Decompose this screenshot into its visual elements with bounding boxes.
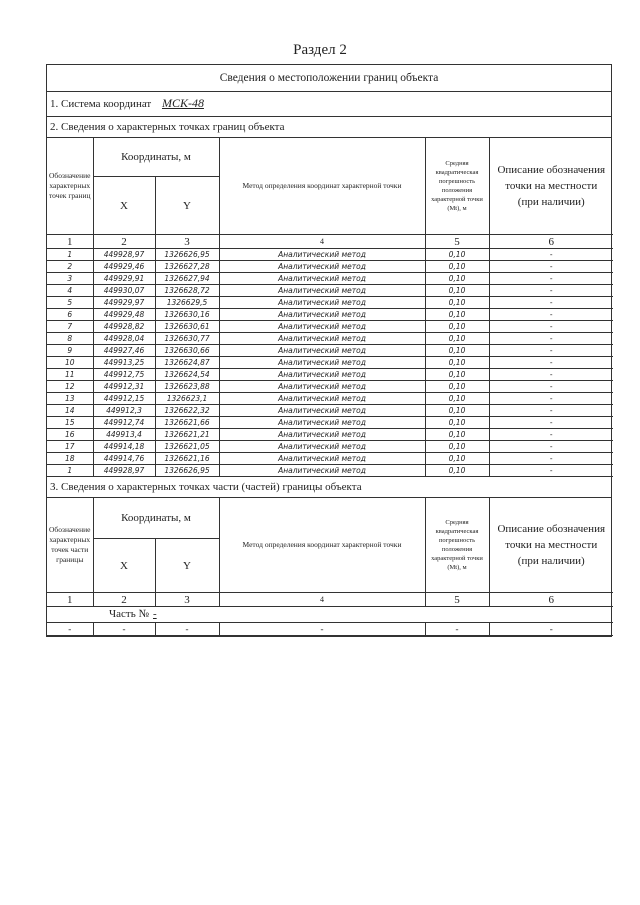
index-cell: 3 — [155, 593, 219, 607]
col-y-header-part: Y — [155, 539, 219, 593]
index-cell: 5 — [425, 593, 489, 607]
table-row — [47, 345, 613, 357]
coord-y: 1326624,54 — [155, 369, 219, 381]
boundary-form — [46, 64, 612, 637]
col-desc-header: Описание обозначения точки на местности (при наличии) — [489, 138, 613, 235]
coord-x: 449912,3 — [93, 405, 155, 417]
table-row — [47, 381, 613, 393]
point-id: 7 — [47, 321, 93, 333]
method: Аналитический метод — [219, 369, 425, 381]
table-row — [47, 321, 613, 333]
boundary-points-table — [47, 138, 613, 477]
index-cell: 2 — [93, 235, 155, 249]
part-number: - — [152, 608, 157, 620]
coord-x: 449929,91 — [93, 273, 155, 285]
table-row — [47, 429, 613, 441]
method: Аналитический метод — [219, 309, 425, 321]
coord-y: 1326630,66 — [155, 345, 219, 357]
table-row — [47, 441, 613, 453]
rms-error: 0,10 — [425, 273, 489, 285]
rms-error: 0,10 — [425, 369, 489, 381]
table-row — [47, 261, 613, 273]
coord-y: 1326621,66 — [155, 417, 219, 429]
table-row — [47, 285, 613, 297]
description: - — [489, 285, 613, 297]
part-label: Часть № — [109, 608, 149, 620]
rms-error: 0,10 — [425, 249, 489, 261]
coord-x: 449912,31 — [93, 381, 155, 393]
point-id: 1 — [47, 465, 93, 477]
index-cell: 4 — [219, 593, 425, 607]
coord-y: 1326624,87 — [155, 357, 219, 369]
dash-cell: - — [489, 623, 613, 636]
table-row — [47, 369, 613, 381]
description: - — [489, 465, 613, 477]
method: Аналитический метод — [219, 393, 425, 405]
method: Аналитический метод — [219, 273, 425, 285]
description: - — [489, 321, 613, 333]
table-row — [47, 393, 613, 405]
point-id: 4 — [47, 285, 93, 297]
coord-y: 1326629,5 — [155, 297, 219, 309]
coord-y: 1326630,61 — [155, 321, 219, 333]
coord-x: 449929,97 — [93, 297, 155, 309]
table-row — [47, 417, 613, 429]
description: - — [489, 417, 613, 429]
index-cell: 1 — [47, 593, 93, 607]
point-id: 8 — [47, 333, 93, 345]
coord-x: 449927,46 — [93, 345, 155, 357]
coord-y: 1326622,32 — [155, 405, 219, 417]
table-row — [47, 465, 613, 477]
coordinate-system-label: 1. Система координат — [50, 98, 152, 110]
description: - — [489, 429, 613, 441]
method: Аналитический метод — [219, 453, 425, 465]
part-label-row — [47, 607, 613, 623]
rms-error: 0,10 — [425, 333, 489, 345]
coord-x: 449913,4 — [93, 429, 155, 441]
col-x-header-part: X — [93, 539, 155, 593]
section-2-title: 2. Сведения о характерных точках границ объекта — [47, 117, 611, 138]
rms-error: 0,10 — [425, 453, 489, 465]
rms-error: 0,10 — [425, 321, 489, 333]
method: Аналитический метод — [219, 465, 425, 477]
index-cell: 6 — [489, 593, 613, 607]
dash-cell: - — [219, 623, 425, 636]
rms-error: 0,10 — [425, 405, 489, 417]
coordinate-system-row — [47, 92, 611, 117]
coord-y: 1326630,16 — [155, 309, 219, 321]
coord-x: 449928,04 — [93, 333, 155, 345]
col-y-header: Y — [155, 177, 219, 235]
method: Аналитический метод — [219, 381, 425, 393]
point-id: 9 — [47, 345, 93, 357]
point-id: 3 — [47, 273, 93, 285]
coord-x: 449928,82 — [93, 321, 155, 333]
col-point-header: Обозначение характерных точек границ — [47, 138, 93, 235]
rms-error: 0,10 — [425, 285, 489, 297]
part-points-table — [47, 498, 613, 636]
rms-error: 0,10 — [425, 381, 489, 393]
coord-x: 449914,76 — [93, 453, 155, 465]
table-row — [47, 297, 613, 309]
coord-y: 1326623,88 — [155, 381, 219, 393]
description: - — [489, 297, 613, 309]
section-3-title: 3. Сведения о характерных точках части (частей) границы объекта — [47, 477, 611, 498]
rms-error: 0,10 — [425, 357, 489, 369]
rms-error: 0,10 — [425, 465, 489, 477]
index-cell: 6 — [489, 235, 613, 249]
method: Аналитический метод — [219, 261, 425, 273]
description: - — [489, 261, 613, 273]
method: Аналитический метод — [219, 297, 425, 309]
coord-x: 449930,07 — [93, 285, 155, 297]
part-label-cell — [47, 607, 613, 623]
coord-y: 1326623,1 — [155, 393, 219, 405]
coord-x: 449913,25 — [93, 357, 155, 369]
table-row — [47, 273, 613, 285]
point-id: 12 — [47, 381, 93, 393]
method: Аналитический метод — [219, 357, 425, 369]
column-index-row — [47, 235, 613, 249]
coord-x: 449928,97 — [93, 465, 155, 477]
col-desc-header-part: Описание обозначения точки на местности (при наличии) — [489, 498, 613, 593]
column-index-row-part — [47, 593, 613, 607]
method: Аналитический метод — [219, 417, 425, 429]
description: - — [489, 369, 613, 381]
form-header: Сведения о местоположении границ объекта — [47, 65, 611, 92]
point-id: 15 — [47, 417, 93, 429]
point-id: 13 — [47, 393, 93, 405]
coord-y: 1326627,94 — [155, 273, 219, 285]
point-id: 2 — [47, 261, 93, 273]
rms-error: 0,10 — [425, 417, 489, 429]
description: - — [489, 309, 613, 321]
coord-x: 449929,46 — [93, 261, 155, 273]
description: - — [489, 441, 613, 453]
point-id: 16 — [47, 429, 93, 441]
coord-x: 449912,15 — [93, 393, 155, 405]
rms-error: 0,10 — [425, 261, 489, 273]
col-coords-header-part: Координаты, м — [93, 498, 219, 539]
points-body — [47, 249, 613, 477]
point-id: 11 — [47, 369, 93, 381]
rms-error: 0,10 — [425, 297, 489, 309]
method: Аналитический метод — [219, 333, 425, 345]
col-method-header: Метод определения координат характерной точки — [219, 138, 425, 235]
rms-error: 0,10 — [425, 429, 489, 441]
col-point-header-part: Обозначение характерных точек части границы — [47, 498, 93, 593]
coord-x: 449929,48 — [93, 309, 155, 321]
description: - — [489, 249, 613, 261]
method: Аналитический метод — [219, 345, 425, 357]
rms-error: 0,10 — [425, 345, 489, 357]
table-row — [47, 453, 613, 465]
coord-y: 1326627,28 — [155, 261, 219, 273]
table-row — [47, 309, 613, 321]
description: - — [489, 405, 613, 417]
dash-cell: - — [93, 623, 155, 636]
coordinate-system-value: МСК-48 — [161, 96, 204, 110]
index-cell: 2 — [93, 593, 155, 607]
col-rms-header: Средняя квадратическая погрешность положения характерной точки (Mt), м — [425, 138, 489, 235]
index-cell: 5 — [425, 235, 489, 249]
coord-y: 1326628,72 — [155, 285, 219, 297]
description: - — [489, 273, 613, 285]
coord-x: 449912,74 — [93, 417, 155, 429]
point-id: 14 — [47, 405, 93, 417]
point-id: 18 — [47, 453, 93, 465]
description: - — [489, 381, 613, 393]
rms-error: 0,10 — [425, 309, 489, 321]
part-empty-row — [47, 623, 613, 636]
method: Аналитический метод — [219, 429, 425, 441]
index-cell: 3 — [155, 235, 219, 249]
coord-x: 449928,97 — [93, 249, 155, 261]
coord-y: 1326626,95 — [155, 465, 219, 477]
table-row — [47, 333, 613, 345]
col-coords-header: Координаты, м — [93, 138, 219, 177]
method: Аналитический метод — [219, 249, 425, 261]
description: - — [489, 345, 613, 357]
description: - — [489, 357, 613, 369]
dash-cell: - — [47, 623, 93, 636]
coord-y: 1326621,21 — [155, 429, 219, 441]
coord-y: 1326630,77 — [155, 333, 219, 345]
dash-cell: - — [425, 623, 489, 636]
coord-y: 1326621,05 — [155, 441, 219, 453]
table-row — [47, 357, 613, 369]
coord-x: 449914,18 — [93, 441, 155, 453]
table-row — [47, 249, 613, 261]
description: - — [489, 333, 613, 345]
point-id: 10 — [47, 357, 93, 369]
index-cell: 4 — [219, 235, 425, 249]
dash-cell: - — [155, 623, 219, 636]
col-method-header-part: Метод определения координат характерной точки — [219, 498, 425, 593]
point-id: 17 — [47, 441, 93, 453]
method: Аналитический метод — [219, 321, 425, 333]
col-x-header: X — [93, 177, 155, 235]
coord-y: 1326621,16 — [155, 453, 219, 465]
table-row — [47, 405, 613, 417]
point-id: 5 — [47, 297, 93, 309]
point-id: 6 — [47, 309, 93, 321]
index-cell: 1 — [47, 235, 93, 249]
method: Аналитический метод — [219, 405, 425, 417]
description: - — [489, 393, 613, 405]
rms-error: 0,10 — [425, 441, 489, 453]
method: Аналитический метод — [219, 441, 425, 453]
coord-x: 449912,75 — [93, 369, 155, 381]
rms-error: 0,10 — [425, 393, 489, 405]
coord-y: 1326626,95 — [155, 249, 219, 261]
point-id: 1 — [47, 249, 93, 261]
description: - — [489, 453, 613, 465]
method: Аналитический метод — [219, 285, 425, 297]
page-title: Раздел 2 — [293, 42, 347, 58]
col-rms-header-part: Средняя квадратическая погрешность положения характерной точки (Mt), м — [425, 498, 489, 593]
